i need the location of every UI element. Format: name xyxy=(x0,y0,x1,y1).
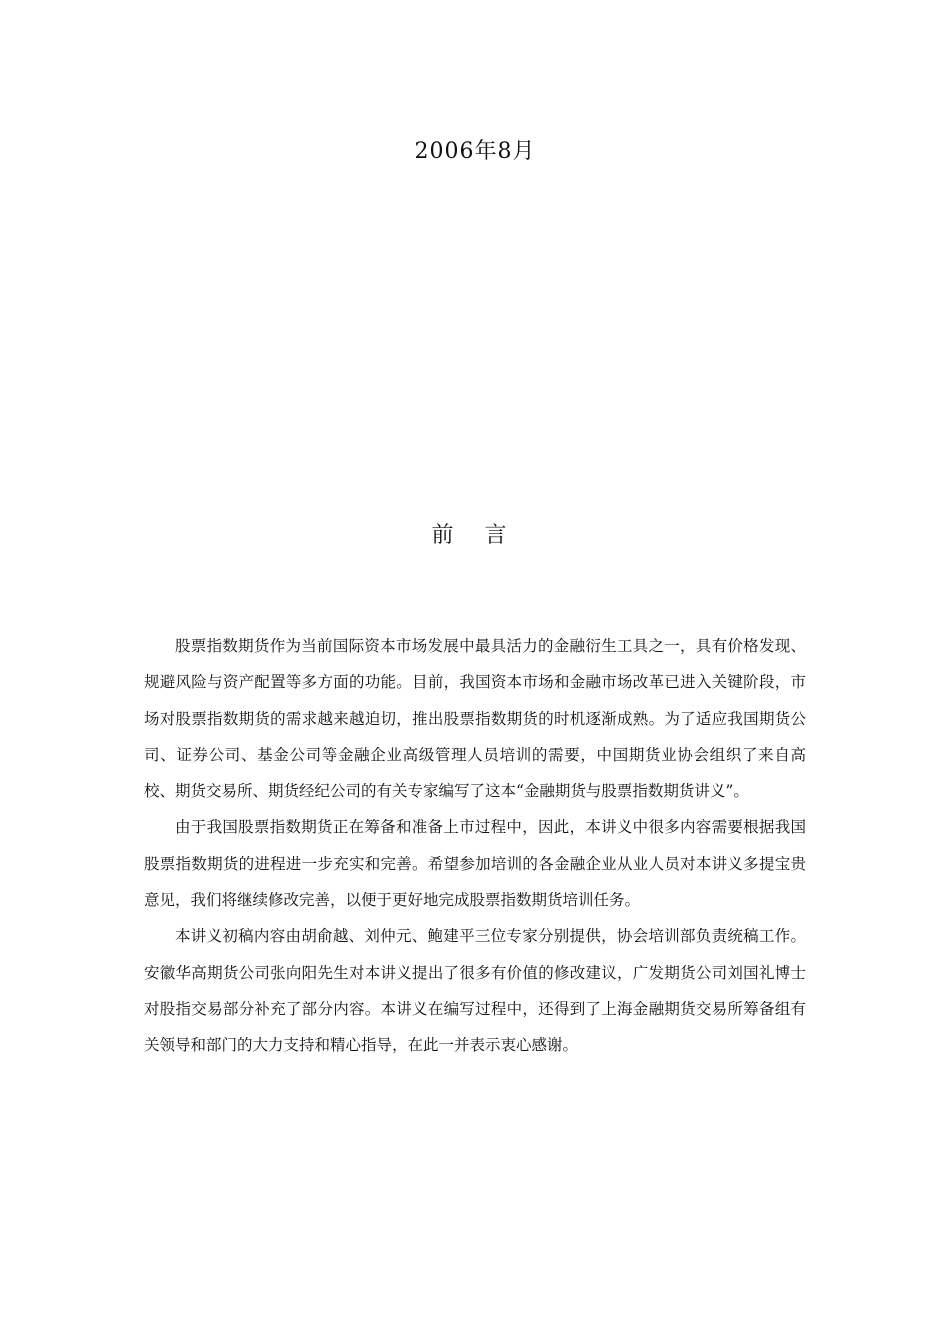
preface-paragraph-3: 本讲义初稿内容由胡俞越、刘仲元、鲍建平三位专家分别提供，协会培训部负责统稿工作。安徽华高期货公司张向阳先生对本讲义提出了很多有价值的修改建议，广发期货公司刘国礼博士对股指交易部分补充了部分内容。本讲义在编写过程中，还得到了上海金融期货交易所筹备组有关领导和部门的大力支持和精心指导，在此一并表示衷心感谢。 xyxy=(144,927,806,1055)
preface-paragraph-2: 由于我国股票指数期货正在筹备和准备上市过程中，因此，本讲义中很多内容需要根据我国股票指数期货的进程进一步充实和完善。希望参加培训的各金融企业从业人员对本讲义多提宝贵意见，我们将继续修改完善，以便于更好地完成股票指数期货培训任务。 xyxy=(144,818,806,910)
preface-body xyxy=(144,628,806,1064)
preface-paragraph-1: 股票指数期货作为当前国际资本市场发展中最具活力的金融衍生工具之一，具有价格发现、规避风险与资产配置等多方面的功能。目前，我国资本市场和金融市场改革已进入关键阶段，市场对股票指数期货的需求越来越迫切，推出股票指数期货的时机逐渐成熟。为了适应我国期货公司、证券公司、基金公司等金融企业高级管理人员培训的需要，中国期货业协会组织了来自高校、期货交易所、期货经纪公司的有关专家编写了这本“金融期货与股票指数期货讲义”。 xyxy=(144,637,806,801)
date-line: 2006年8月 xyxy=(414,139,536,164)
preface-title: 前 言 xyxy=(431,523,519,548)
